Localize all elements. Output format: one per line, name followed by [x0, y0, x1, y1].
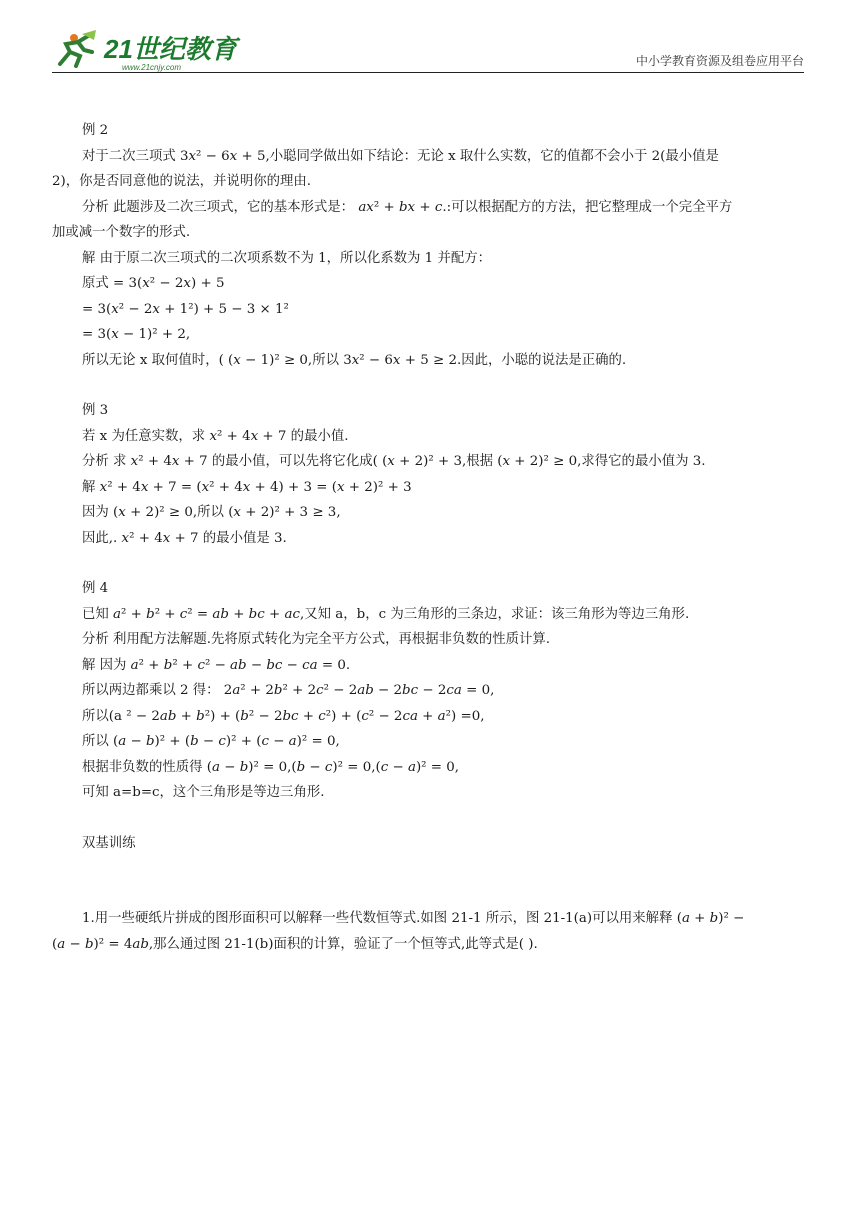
text-line-ex4-s6: 可知 a=b=c，这个三角形是等边三角形.: [82, 785, 325, 800]
blank-line: [52, 881, 804, 906]
text-line-q1-l1: 1.用一些硬纸片拼成的图形面积可以解释一些代数恒等式.如图 21-1 所示，图 21-1(a)可以用来解释 (𝑎 + 𝑏)² −: [82, 911, 745, 926]
text-line-ex3-title: 例 3: [82, 403, 109, 418]
text-line-ex2-s4: = 3(𝑥 − 1)² + 2,: [82, 327, 191, 342]
text-line-ex4-title: 例 4: [82, 581, 109, 596]
text-line-ex4-s5: 根据非负数的性质得 (𝑎 − 𝑏)² = 0,(𝑏 − 𝑐)² = 0,(𝑐 − 𝑎)² = 0,: [82, 759, 460, 775]
text-line-ex4-a: 分析 利用配方法解题.先将原式转化为完全平方公式，再根据非负数的性质计算.: [82, 632, 551, 647]
text-line-ex3-s2: 因为 (𝑥 + 2)² ≥ 0,所以 (𝑥 + 2)² + 3 ≥ 3,: [82, 505, 341, 520]
document-body: [52, 118, 804, 957]
text-line-ex3-a: 分析 求 𝑥² + 4𝑥 + 7 的最小值，可以先将它化成( (𝑥 + 2)² + 3,根据 (𝑥 + 2)² ≥ 0,求得它的最小值为 3.: [82, 454, 706, 469]
blank-line: [52, 551, 804, 576]
text-line-ex4-s3: 所以(a ² − 2𝑎𝑏 + 𝑏²) + (𝑏² − 2𝑏𝑐 + 𝑐²) + (𝑐² − 2𝑐𝑎 + 𝑎²) =0,: [82, 708, 485, 724]
blank-line: [52, 806, 804, 831]
text-line-ex2-q2: 2)，你是否同意他的说法，并说明你的理由.: [52, 174, 312, 189]
text-line-drill-title: 双基训练: [82, 835, 136, 851]
text-line-ex2-a1: 分析 此题涉及二次三项式，它的基本形式是： 𝑎𝑥² + 𝑏𝑥 + 𝑐.:可以根据配方的方法，把它整理成一个完全平方: [82, 199, 733, 215]
blank-line: [52, 856, 804, 881]
text-line-ex4-s4: 所以 (𝑎 − 𝑏)² + (𝑏 − 𝑐)² + (𝑐 − 𝑎)² = 0,: [82, 734, 340, 749]
logo-url: www.21cnjy.com: [122, 63, 181, 72]
text-line-ex2-title: 例 2: [82, 123, 109, 138]
text-line-ex2-s1: 解 由于原二次三项式的二次项系数不为 1，所以化系数为 1 并配方：: [82, 250, 492, 266]
logo-text: 21世纪教育: [104, 34, 237, 64]
text-line-ex3-s1: 解 𝑥² + 4𝑥 + 7 = (𝑥² + 4𝑥 + 4) + 3 = (𝑥 + 2)² + 3: [82, 479, 412, 495]
logo-21cnjy: [52, 30, 252, 72]
platform-name: 中小学教育资源及组卷应用平台: [635, 54, 804, 68]
text-line-ex2-s5: 所以无论 x 取何值时，( (𝑥 − 1)² ≥ 0,所以 3𝑥² − 6𝑥 + 5 ≥ 2.因此，小聪的说法是正确的.: [82, 352, 627, 368]
text-line-ex4-s2: 所以两边都乘以 2 得： 2𝑎² + 2𝑏² + 2𝑐² − 2𝑎𝑏 − 2𝑏𝑐 − 2𝑐𝑎 = 0,: [82, 683, 495, 698]
text-line-ex2-s3: = 3(𝑥² − 2𝑥 + 1²) + 5 − 3 × 1²: [82, 301, 289, 317]
text-line-ex4-s1: 解 因为 𝑎² + 𝑏² + 𝑐² − 𝑎𝑏 − 𝑏𝑐 − 𝑐𝑎 = 0.: [82, 657, 351, 673]
text-line-q1-l2: (𝑎 − 𝑏)² = 4𝑎𝑏,那么通过图 21-1(b)面积的计算，验证了一个恒等式,此等式是( ).: [52, 936, 538, 952]
text-line-ex3-q: 若 x 为任意实数，求 𝑥² + 4𝑥 + 7 的最小值.: [82, 428, 349, 444]
text-line-ex2-a2: 加或减一个数字的形式.: [52, 225, 191, 240]
text-line-ex2-q1: 对于二次三项式 3𝑥² − 6𝑥 + 5,小聪同学做出如下结论：无论 x 取什么实数，它的值都不会小于 2(最小值是: [82, 148, 719, 164]
logo-runner-icon: [60, 36, 92, 66]
text-line-ex3-s3: 因此,. 𝑥² + 4𝑥 + 7 的最小值是 3.: [82, 530, 287, 546]
blank-line: [52, 373, 804, 398]
text-line-ex2-s2: 原式 = 3(𝑥² − 2𝑥) + 5: [82, 276, 225, 291]
text-line-ex4-q: 已知 𝑎² + 𝑏² + 𝑐² = 𝑎𝑏 + 𝑏𝑐 + 𝑎𝑐,又知 a，b，c 为三角形的三条边，求证：该三角形为等边三角形.: [82, 606, 690, 622]
page-header: [52, 30, 804, 73]
